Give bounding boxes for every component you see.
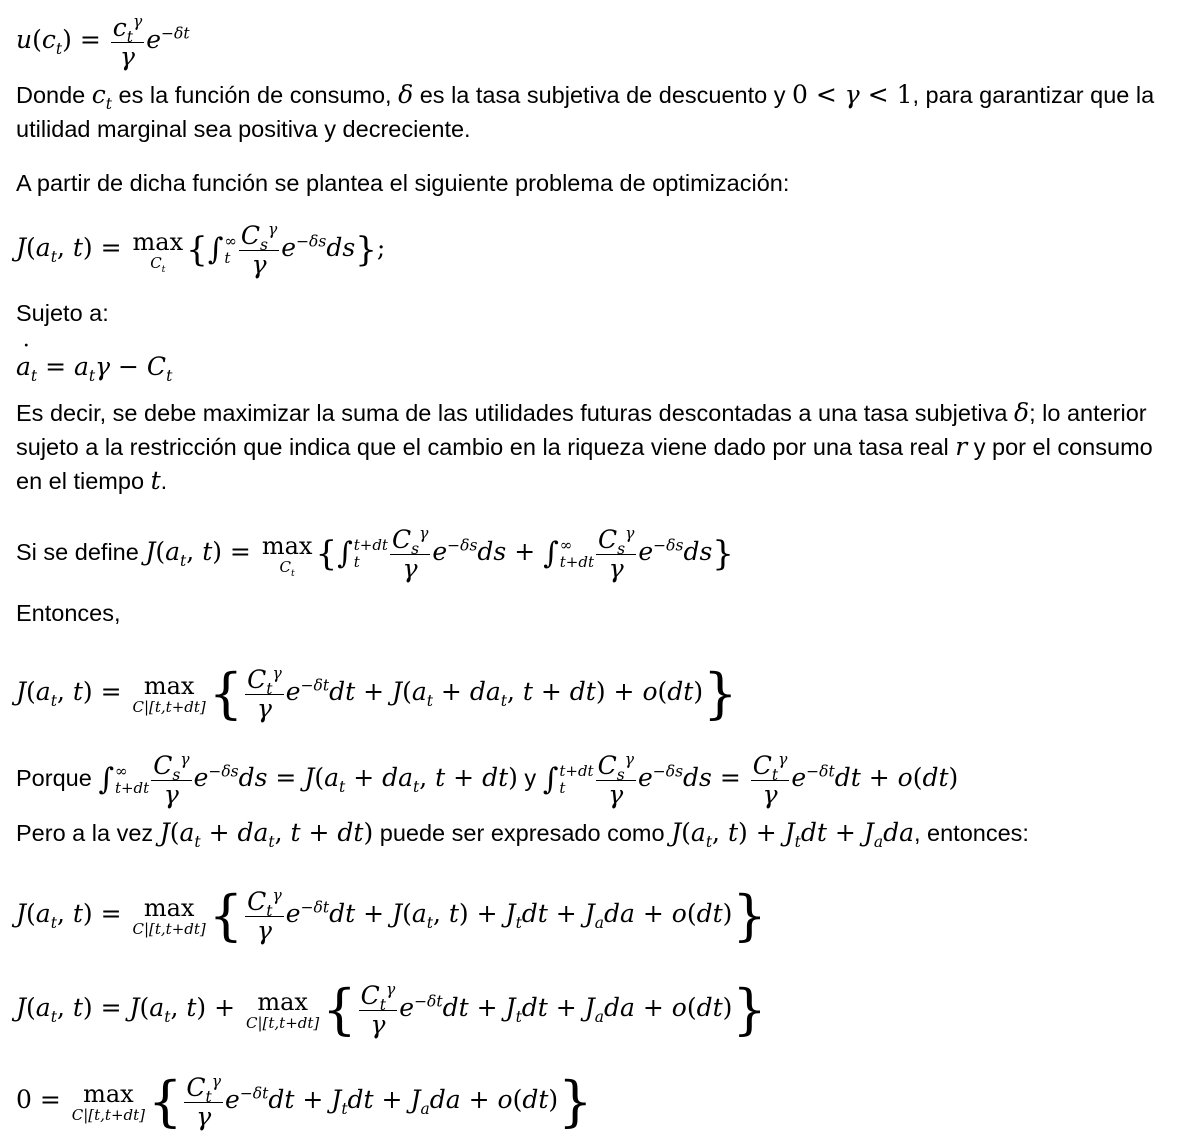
bellman-equation-1: $J(a_t$, t) = max C|[t,t+dt] { $\frac{C_t^\gamma}{\gamma}$ $e^{-\delta t}dt + J(a_t + da_t$, t + dt) + o(dt)} <box>16 662 738 725</box>
definition-paragraph-line1: Donde $c_t$ es la función de consumo, δ es la tasa subjetiva de descuento y 0 < γ < 1, para garantizar que la <box>16 80 1155 113</box>
bellman-equation-3: $J(a_t$, $t) = J(a_t$, t) + max C|[t,t+dt] { $\frac{C_t^\gamma}{\gamma}$ $e^{-\delta t}dt + J_tdt + J_ada + o(dt)$} <box>16 978 767 1041</box>
definition-paragraph-line2: utilidad marginal sea positiva y decreciente. <box>16 116 471 142</box>
constraint-equation: ˙ $a_t = a_t\gamma - C_t$ <box>16 350 172 384</box>
utility-equation: $u(c_t)$ = $\frac{c_t^\gamma}{\gamma}$ $e^{-\delta t}$ <box>16 12 190 71</box>
explanation-line2: sujeto a la restricción que indica que el cambio en la riqueza viene dado por una tasa real r y por el consumo <box>16 432 1153 461</box>
objective-equation: $J(a_t$, t) = max $C_t$ {∫ ∞ t $\frac{C_s^\gamma}{\gamma}$ $e^{-\delta s}ds$}; <box>16 220 386 279</box>
explanation-line1: Es decir, se debe maximizar la suma de las utilidades futuras descontadas a una tasa subjetiva δ; lo anterior <box>16 398 1147 427</box>
bellman-equation-2: $J(a_t$, t) = max C|[t,t+dt] { $\frac{C_t^\gamma}{\gamma}$ $e^{-\delta t}dt + J(a_t$, $t) + J_tdt + J_ada + o(dt)$} <box>16 884 767 947</box>
hjb-equation: 0 = max C|[t,t+dt] { $\frac{C_t^\gamma}{\gamma}$ $e^{-\delta t}dt + J_tdt + J_ada + o(dt)$} <box>16 1070 593 1133</box>
then-label: Entonces, <box>16 600 121 626</box>
explanation-line3: en el tiempo t. <box>16 466 168 495</box>
because-equation: Porque ∫ ∞ t+dt $\frac{C_s^\gamma}{\gamma}$ $e^{-\delta s}ds = J(a_t + da_t$, t + dt) y ∫ t+dt t $\frac{C_s^\gamma}{\gamma}$ $e^{-\delta s}ds$ = $\frac{C_t^\gamma}{\gamma}$ $e^{-\delta t}dt + o(dt)$ <box>16 750 959 809</box>
optimization-intro: A partir de dicha función se plantea el siguiente problema de optimización: <box>16 170 790 196</box>
split-definition: Si se define $J(a_t$, t) = max $C_t$ {∫ t+dt t $\frac{C_s^\gamma}{\gamma}$ $e^{-\delta s}ds$ + ∫ ∞ t+dt $\frac{C_s^\gamma}{\gamma}$ $e^{-\delta s}ds$} <box>16 524 734 583</box>
subject-to-label: Sujeto a: <box>16 300 109 326</box>
taylor-expansion-line: Pero a la vez $J(a_t + da_t$, t + dt) puede ser expresado como $J(a_t$, $t) + J_tdt + J_ada$, entonces: <box>16 818 1029 851</box>
